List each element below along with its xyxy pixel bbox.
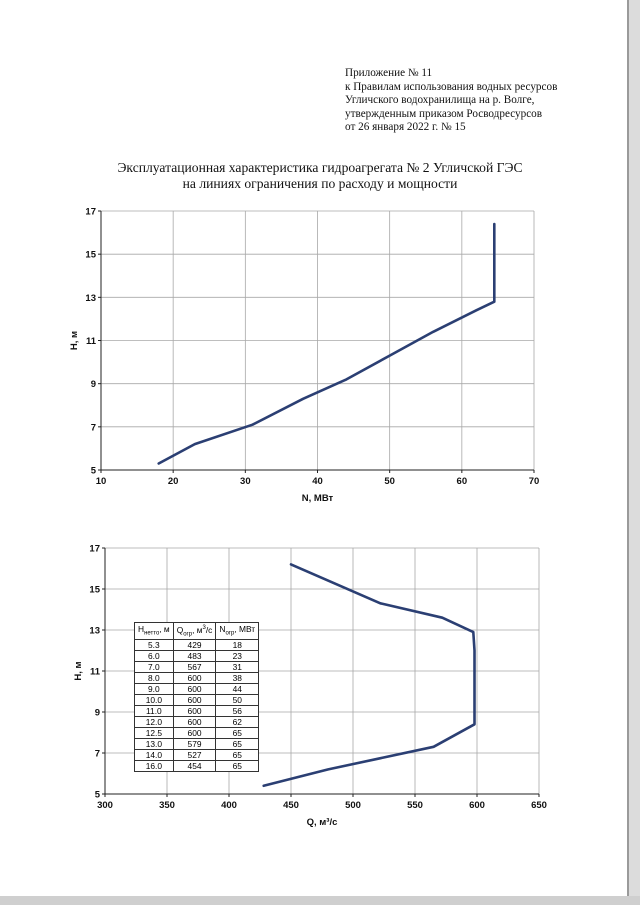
table-cell: 454 — [173, 761, 216, 772]
y-tick-label: 11 — [85, 336, 96, 347]
x-tick-label: 60 — [456, 476, 468, 487]
chart-n-h — [0, 200, 640, 504]
table-header-row — [135, 623, 259, 640]
x-tick-label: 30 — [240, 476, 251, 487]
appendix-note — [345, 67, 605, 135]
x-tick-label: 600 — [469, 800, 485, 811]
table-cell: 7.0 — [135, 662, 174, 673]
y-tick-label: 17 — [89, 543, 100, 555]
x-tick-label: 300 — [97, 800, 113, 811]
chart-q-h — [0, 535, 640, 835]
x-tick-label: 400 — [221, 800, 237, 811]
table-header-h: $H_{нетто}$, м — [135, 623, 174, 640]
chart-title-line2: на линиях ограничения по расходу и мощности — [182, 176, 458, 191]
x-tick-label: 450 — [283, 800, 299, 811]
table-cell: 5.3 — [135, 640, 174, 651]
y-tick-label: 7 — [90, 422, 96, 434]
x-tick-label: 650 — [531, 800, 547, 811]
table-cell: 8.0 — [135, 673, 174, 684]
y-tick-label: 7 — [94, 748, 100, 760]
table-cell: 600 — [173, 673, 216, 684]
table-cell: 38 — [216, 673, 259, 684]
y-tick-label: 13 — [85, 292, 96, 304]
y-tick-label: 9 — [94, 707, 100, 719]
table-row — [135, 640, 259, 651]
appendix-line: утвержденным приказом Росводресурсов — [345, 107, 543, 120]
y-tick-label: 11 — [89, 666, 100, 678]
y-tick-label: 5 — [90, 465, 96, 477]
table-row — [135, 706, 259, 717]
table-cell: 527 — [173, 750, 216, 761]
table-cell: 65 — [216, 761, 259, 772]
table-cell: 65 — [216, 750, 259, 761]
x-tick-label: 70 — [528, 476, 540, 487]
series-line — [159, 224, 495, 464]
table-cell: 567 — [173, 662, 216, 673]
x-tick-label: 550 — [407, 800, 423, 811]
table-row — [135, 684, 259, 695]
y-tick-label: 15 — [89, 584, 100, 596]
table-row — [135, 739, 259, 750]
chart-title — [0, 160, 640, 192]
table-cell: 31 — [216, 662, 259, 673]
table-header-q: $Q_{огр}$, $м^3/с$ — [173, 623, 216, 640]
x-axis-label: Q, м³/с — [306, 817, 338, 828]
table-cell: 9.0 — [135, 684, 174, 695]
x-tick-label: 40 — [312, 476, 323, 487]
table-header-n: $N_{огр}$, МВт — [216, 623, 259, 640]
table-cell: 62 — [216, 717, 259, 728]
x-tick-label: 500 — [345, 800, 361, 811]
table-row — [135, 662, 259, 673]
table-cell: 65 — [216, 728, 259, 739]
table-cell: 600 — [173, 684, 216, 695]
x-tick-label: 50 — [384, 476, 395, 487]
table-cell: 16.0 — [135, 761, 174, 772]
x-axis-label: N, МВт — [301, 493, 334, 504]
table-row — [135, 728, 259, 739]
data-table — [134, 622, 259, 772]
table-cell: 429 — [173, 640, 216, 651]
table-cell: 65 — [216, 739, 259, 750]
table-cell: 23 — [216, 651, 259, 662]
table-cell: 44 — [216, 684, 259, 695]
table-cell: 600 — [173, 717, 216, 728]
y-tick-label: 5 — [94, 789, 100, 801]
scan-bottom-edge — [0, 896, 640, 905]
table-cell: 600 — [173, 695, 216, 706]
table-cell: 11.0 — [135, 706, 174, 717]
x-tick-label: 20 — [167, 476, 179, 487]
appendix-line: Угличского водохранилища на р. Волге, — [345, 94, 535, 107]
x-tick-label: 10 — [95, 476, 107, 487]
appendix-line: к Правилам использования водных ресурсов — [345, 80, 558, 93]
appendix-line: от 26 января 2022 г. № 15 — [345, 121, 466, 134]
table-row — [135, 673, 259, 684]
table-cell: 600 — [173, 728, 216, 739]
table-cell: 579 — [173, 739, 216, 750]
table-cell: 600 — [173, 706, 216, 717]
x-tick-label: 350 — [159, 800, 175, 811]
table-cell: 56 — [216, 706, 259, 717]
table-cell: 12.5 — [135, 728, 174, 739]
y-axis-label: H, м — [69, 330, 80, 351]
table-cell: 14.0 — [135, 750, 174, 761]
series-line — [264, 564, 475, 785]
y-tick-label: 15 — [85, 249, 96, 261]
y-tick-label: 17 — [85, 206, 96, 218]
table-row — [135, 750, 259, 761]
table-row — [135, 717, 259, 728]
y-tick-label: 9 — [90, 379, 96, 391]
table-cell: 18 — [216, 640, 259, 651]
appendix-line: Приложение № 11 — [345, 67, 433, 79]
table-cell: 10.0 — [135, 695, 174, 706]
table-cell: 50 — [216, 695, 259, 706]
table-cell: 6.0 — [135, 651, 174, 662]
table-cell: 12.0 — [135, 717, 174, 728]
table-cell: 483 — [173, 651, 216, 662]
table-row — [135, 651, 259, 662]
y-axis-label: H, м — [73, 661, 84, 681]
chart-title-line1: Эксплуатационная характеристика гидроагрегата № 2 Угличской ГЭС — [117, 160, 523, 175]
table-cell: 13.0 — [135, 739, 174, 750]
y-tick-label: 13 — [89, 625, 100, 637]
table-row — [135, 695, 259, 706]
table-row — [135, 761, 259, 772]
